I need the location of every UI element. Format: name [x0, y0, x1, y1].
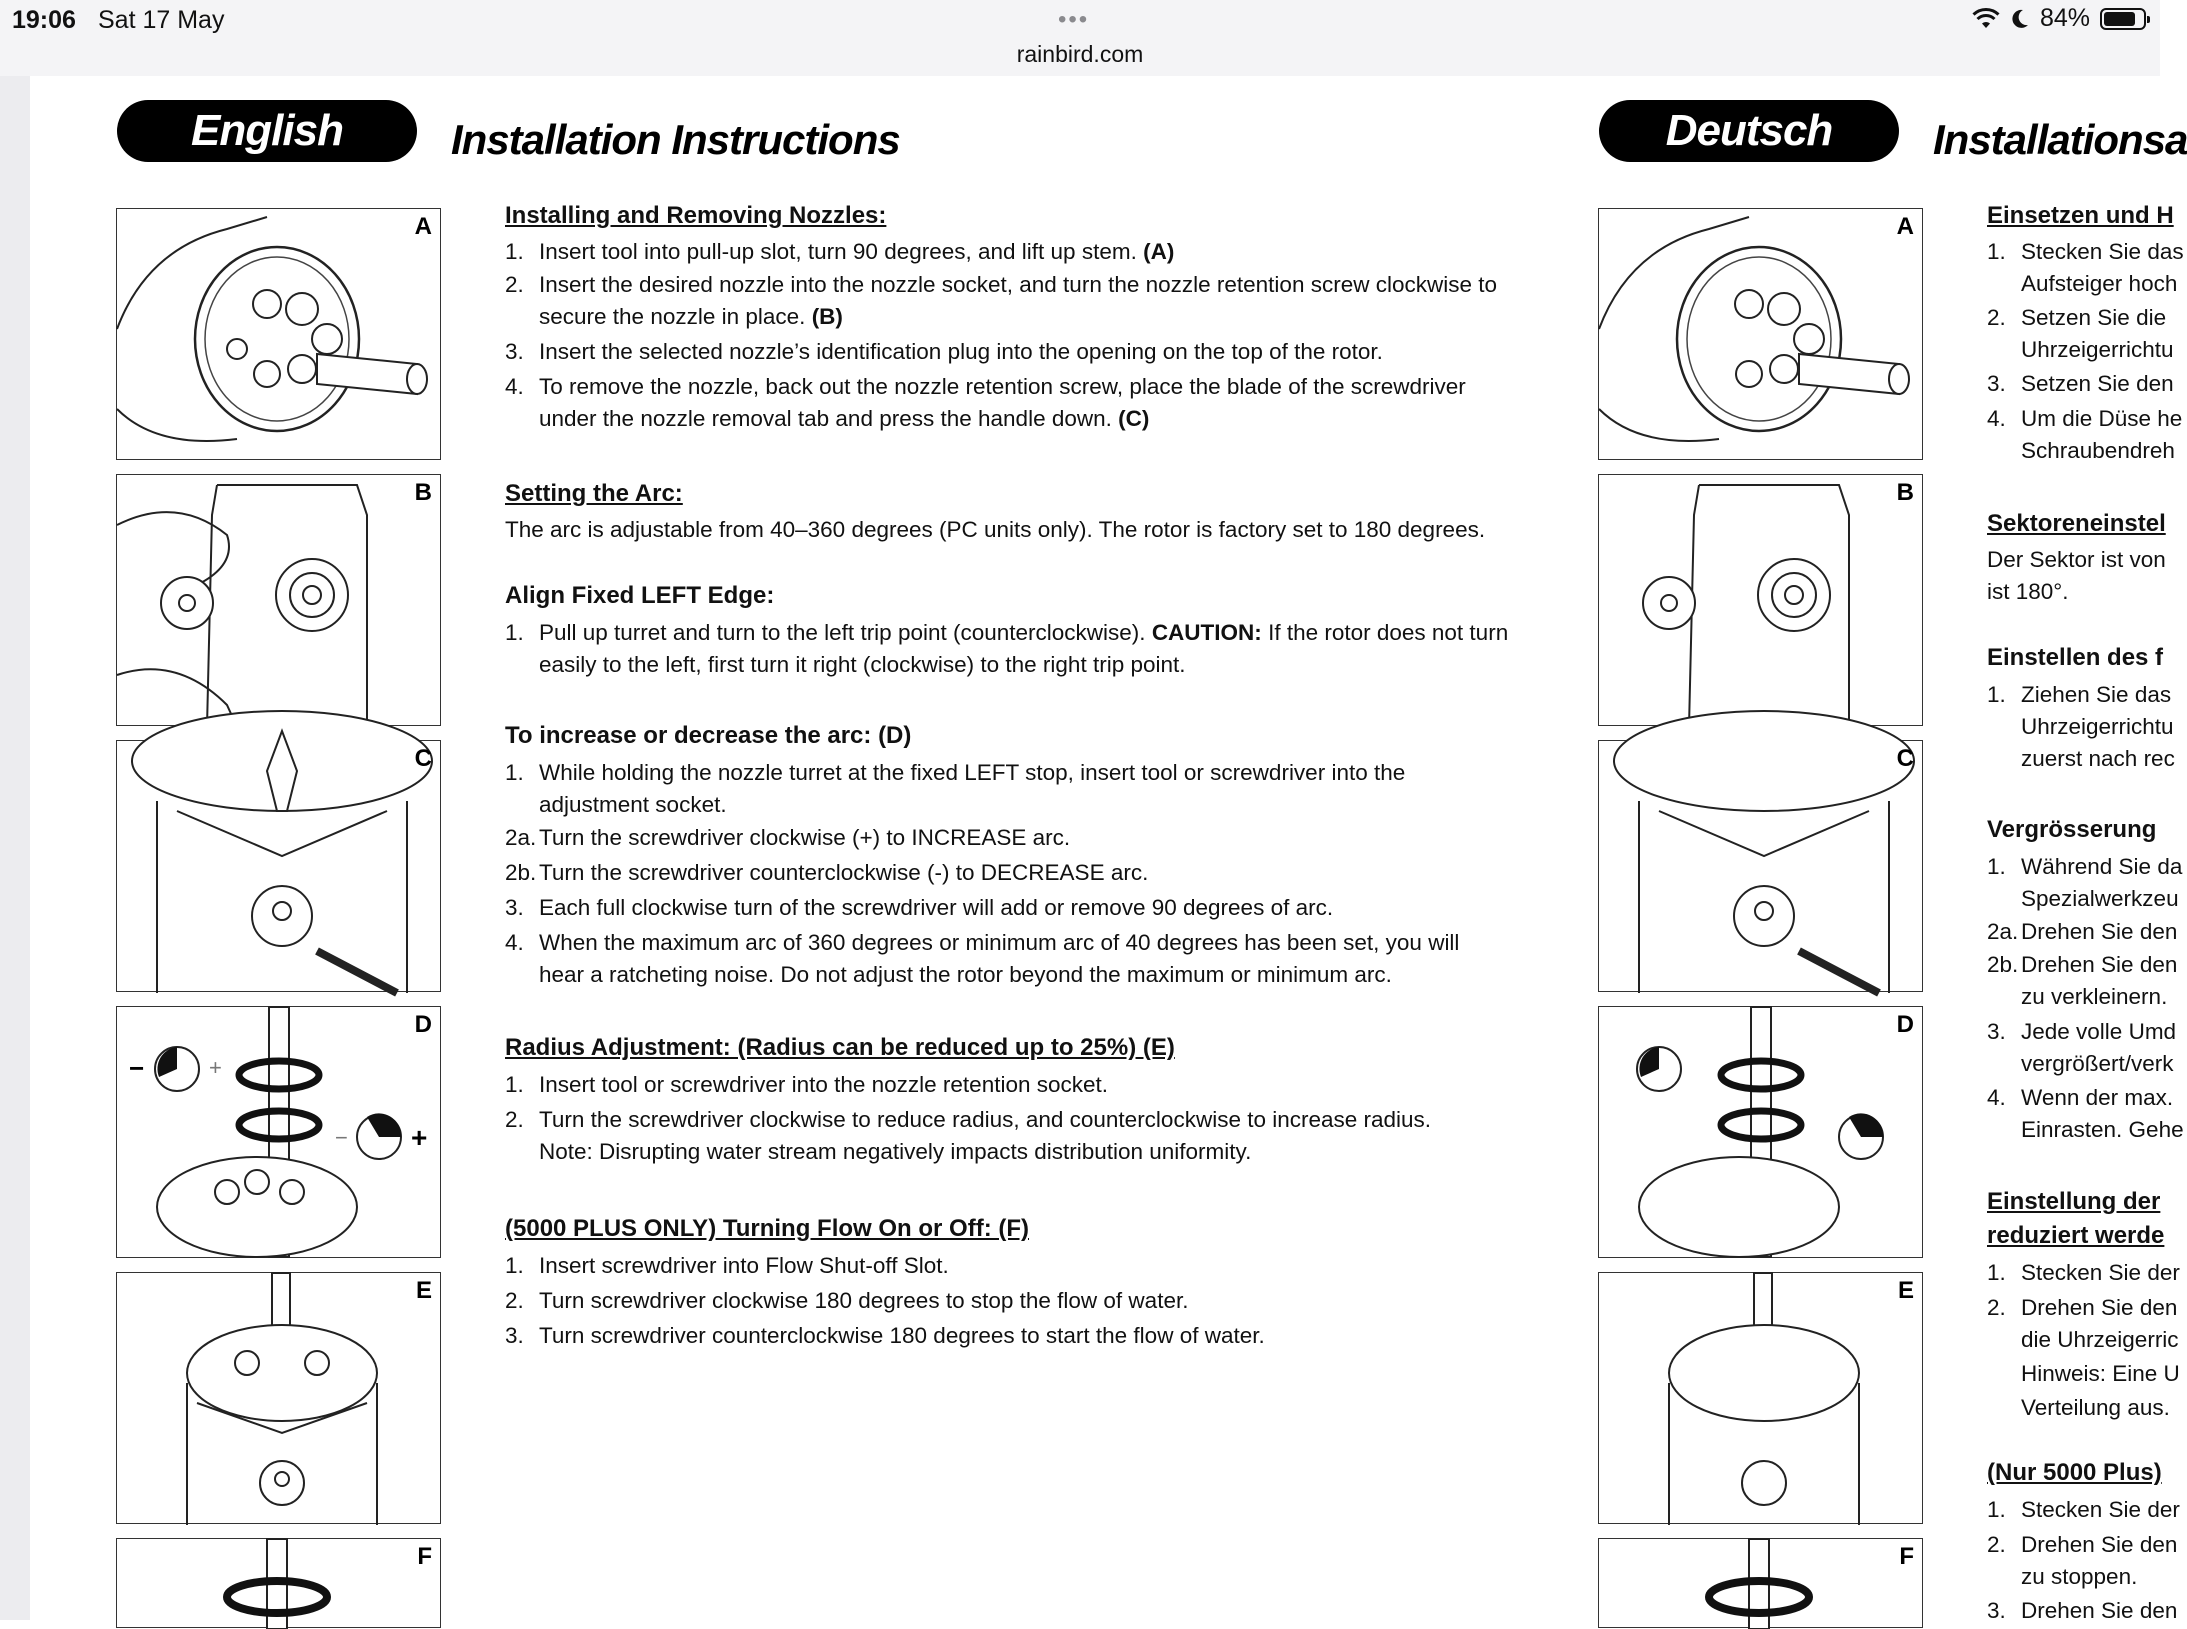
list-item: 1. Stecken Sie der [1987, 1260, 2180, 1285]
list-item-continued: Aufsteiger hoch [2021, 271, 2178, 296]
list-item: 4. To remove the nozzle, back out the nozzle retention screw, place the blade of the screwdriver [505, 374, 1466, 399]
section-heading-nozzles: Installing and Removing Nozzles: [505, 202, 887, 229]
figure-c-deutsch [1598, 740, 1923, 992]
section-heading: reduziert werde [1987, 1222, 2165, 1249]
figure-e [116, 1272, 441, 1524]
figure-a [116, 208, 441, 460]
battery-level [2104, 12, 2135, 26]
figure-label: A [1896, 213, 1914, 240]
list-item: 3. Insert the selected nozzle’s identification plug into the opening on the top of the rotor. [505, 339, 1383, 364]
radius-adjust-illustration [117, 1273, 442, 1525]
list-item-continued: Spezialwerkzeu [2021, 886, 2179, 911]
figure-label: B [414, 479, 432, 506]
figure-b [116, 474, 441, 726]
list-item: 2a. Turn the screwdriver clockwise (+) to INCREASE arc. [505, 825, 1071, 850]
list-item-continued: Schraubendreh [2021, 438, 2175, 463]
svg-text:+: + [411, 1122, 428, 1153]
radius-adjust-illustration [1599, 1273, 1924, 1525]
figure-label: D [414, 1011, 432, 1038]
address-bar[interactable]: rainbird.com [1016, 41, 1144, 67]
list-item: 3. Turn screwdriver counterclockwise 180 degrees to start the flow of water. [505, 1323, 1265, 1348]
section-heading-arc: Setting the Arc: [505, 480, 683, 507]
list-item: 1. Stecken Sie das [1987, 239, 2184, 264]
list-item: 2. Turn the screwdriver clockwise to reduce radius, and counterclockwise to increase radius. [505, 1107, 1432, 1132]
list-item: 2. Setzen Sie die [1987, 305, 2167, 330]
page-title: Installation Instructions [451, 116, 900, 163]
language-badge-deutsch: Deutsch [1599, 100, 1899, 162]
list-item: 4. Um die Düse he [1987, 406, 2183, 431]
arc-adjust-illustration [1599, 1007, 1924, 1259]
list-item-continued: zu verkleinern. [2021, 984, 2168, 1009]
list-item-continued: vergrößert/verk [2021, 1051, 2174, 1076]
figure-f [116, 1538, 441, 1628]
list-item: 1. Insert screwdriver into Flow Shut-off Slot. [505, 1253, 949, 1278]
figure-label: C [414, 745, 432, 772]
figure-label: E [1897, 1277, 1914, 1304]
multitasking-dots[interactable]: ••• [1058, 6, 1090, 33]
list-item: 3. Setzen Sie den [1987, 371, 2174, 396]
document-page [30, 76, 2187, 1623]
list-item: 1. Insert tool into pull-up slot, turn 90 degrees, and lift up stem. (A) [505, 239, 1175, 264]
list-item-continued: Uhrzeigerrichtu [2021, 714, 2174, 739]
status-bar [0, 0, 2160, 76]
figure-label: F [1899, 1543, 1914, 1570]
figure-d [116, 1006, 441, 1258]
section-heading: Einstellung der [1987, 1188, 2161, 1215]
figure-label: D [1896, 1011, 1914, 1038]
list-item-continued: zuerst nach rec [2021, 746, 2175, 771]
svg-text:−: − [129, 1053, 145, 1083]
nozzle-removal-illustration [1599, 741, 1924, 993]
list-item: 3. Drehen Sie den [1987, 1598, 2178, 1623]
list-item: 1. Insert tool or screwdriver into the nozzle retention socket. [505, 1072, 1109, 1097]
figure-a-deutsch [1598, 208, 1923, 460]
status-indicators [1972, 4, 2146, 33]
wifi-icon [1972, 8, 2000, 30]
list-item: 2. Insert the desired nozzle into the nozzle socket, and turn the nozzle retention screw clockwise to [505, 272, 1498, 297]
nozzle-tool-illustration [117, 209, 442, 461]
paragraph: Der Sektor ist von [1987, 547, 2166, 572]
list-item-continued: easily to the left, first turn it right (clockwise) to the right trip point. [539, 652, 1186, 677]
deutsch-text-column [1987, 76, 2184, 1623]
section-heading-align: Align Fixed LEFT Edge: [505, 582, 775, 609]
figure-f-deutsch [1598, 1538, 1923, 1628]
section-heading-increase: To increase or decrease the arc: (D) [505, 722, 912, 749]
list-item-continued: hear a ratcheting noise. Do not adjust the rotor beyond the maximum or minimum arc. [539, 962, 1392, 987]
svg-text:+: + [209, 1055, 222, 1080]
list-item: 4. Wenn der max. [1987, 1085, 2174, 1110]
list-item: 1. Stecken Sie der [1987, 1497, 2180, 1522]
list-item-continued: die Uhrzeigerric [2021, 1327, 2179, 1352]
list-item: 2. Drehen Sie den [1987, 1295, 2178, 1320]
list-item-continued: under the nozzle removal tab and press the handle down. (C) [539, 406, 1150, 431]
list-item: 3. Jede volle Umd [1987, 1019, 2177, 1044]
list-item-continued: Verteilung aus. [2021, 1395, 2170, 1420]
figure-label: B [1896, 479, 1914, 506]
page-edge [0, 76, 30, 1620]
language-badge-english: English [117, 100, 417, 162]
list-item: 1. While holding the nozzle turret at the fixed LEFT stop, insert tool or screwdriver into the [505, 760, 1406, 785]
figure-c [116, 740, 441, 992]
arc-adjust-illustration [117, 1007, 442, 1259]
figure-e-deutsch [1598, 1272, 1923, 1524]
list-item-continued: zu stoppen. [2021, 1564, 2138, 1589]
battery-percent: 84% [2039, 4, 2090, 32]
figure-label: E [415, 1277, 432, 1304]
section-heading: Einstellen des f [1987, 644, 2164, 671]
list-item: 4. When the maximum arc of 360 degrees or minimum arc of 40 degrees has been set, you will [505, 930, 1460, 955]
flow-shutoff-illustration [117, 1539, 442, 1629]
status-time: 19:06 [12, 6, 76, 34]
arc-paragraph: The arc is adjustable from 40–360 degrees (PC units only). The rotor is factory set to 180 degrees. [505, 517, 1486, 542]
list-item-continued: Hinweis: Eine U [2021, 1361, 2180, 1386]
list-item-continued: Uhrzeigerrichtu [2021, 337, 2174, 362]
figure-label: F [417, 1543, 432, 1570]
status-date: Sat 17 May [98, 6, 225, 34]
moon-icon [2010, 8, 2030, 30]
list-item-continued: secure the nozzle in place. (B) [539, 304, 843, 329]
section-heading: (Nur 5000 Plus) [1987, 1459, 2162, 1486]
nozzle-socket-illustration [117, 475, 442, 727]
figure-d-deutsch [1598, 1006, 1923, 1258]
section-heading: Sektoreneinstel [1987, 510, 2166, 537]
section-heading-flow: (5000 PLUS ONLY) Turning Flow On or Off: (F) [505, 1215, 1029, 1242]
page-title-deutsch: Installationsa [1933, 116, 2187, 163]
list-item: 3. Each full clockwise turn of the screwdriver will add or remove 90 degrees of arc. [505, 895, 1334, 920]
list-item: 1. Ziehen Sie das [1987, 682, 2172, 707]
flow-shutoff-illustration [1599, 1539, 1924, 1629]
nozzle-removal-illustration [117, 741, 442, 993]
list-item-continued: adjustment socket. [539, 792, 727, 817]
list-item: 2b. Drehen Sie den [1987, 952, 2178, 977]
nozzle-tool-illustration [1599, 209, 1924, 461]
list-item: 2. Drehen Sie den [1987, 1532, 2178, 1557]
section-heading: Vergrösserung [1987, 816, 2157, 843]
figure-label: A [414, 213, 432, 240]
list-item: 1. Während Sie da [1987, 854, 2183, 879]
list-item: 2b. Turn the screwdriver counterclockwise (-) to DECREASE arc. [505, 860, 1149, 885]
list-item: 1. Pull up turret and turn to the left trip point (counterclockwise). CAUTION: If the rotor does not turn [505, 620, 1509, 645]
list-item-continued: Einrasten. Gehe [2021, 1117, 2184, 1142]
section-heading-radius: Radius Adjustment: (Radius can be reduced up to 25%) (E) [505, 1034, 1175, 1061]
list-item: 2a. Drehen Sie den [1987, 919, 2178, 944]
figure-b-deutsch [1598, 474, 1923, 726]
figure-label: C [1896, 745, 1914, 772]
section-heading: Einsetzen und H [1987, 202, 2174, 229]
battery-icon [2100, 8, 2146, 30]
svg-text:−: − [335, 1125, 348, 1150]
list-item: 2. Turn screwdriver clockwise 180 degrees to stop the flow of water. [505, 1288, 1189, 1313]
list-item-continued: Note: Disrupting water stream negatively impacts distribution uniformity. [539, 1139, 1252, 1164]
paragraph: ist 180°. [1987, 579, 2069, 604]
nozzle-socket-illustration [1599, 475, 1924, 727]
